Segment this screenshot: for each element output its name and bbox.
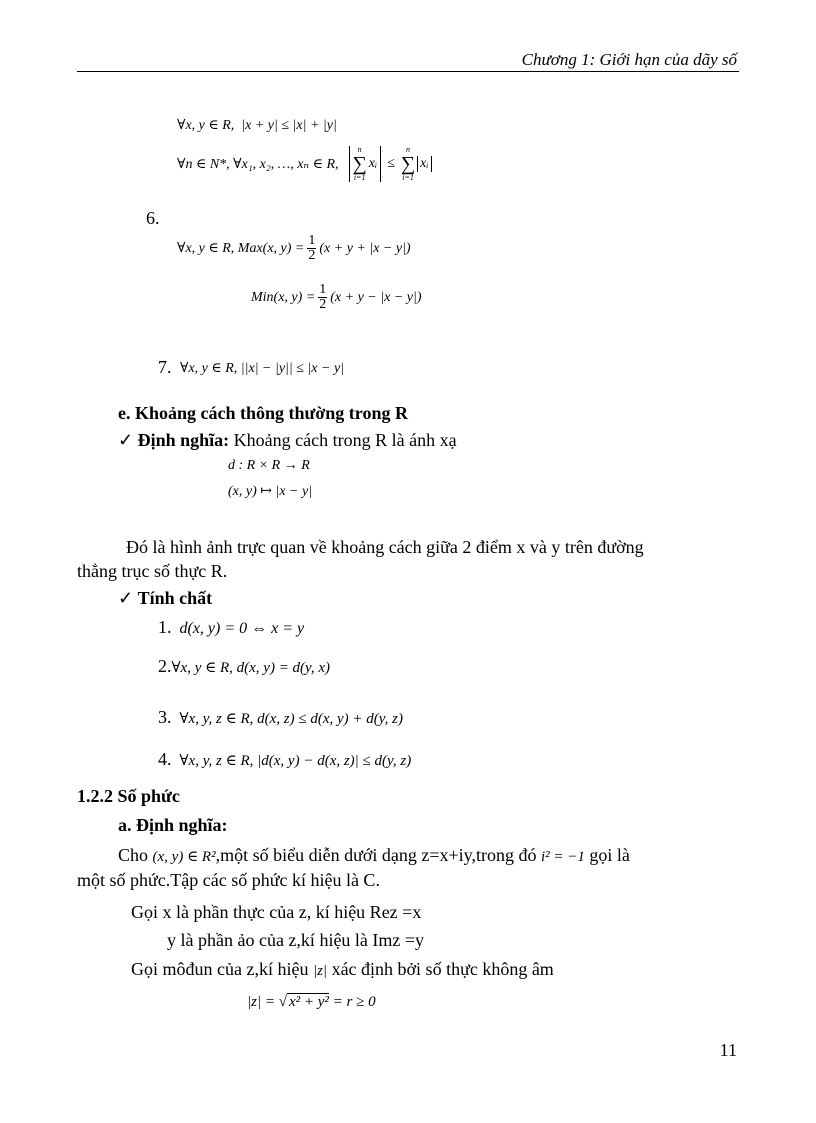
property-4: 4. ∀x, y, z ∈ R, |d(x, y) − d(x, z)| ≤ d(y, z) xyxy=(158,749,412,769)
header-rule xyxy=(77,71,739,72)
modulus-line: Gọi môđun của z,kí hiệu |z| xác định bởi số thực không âm xyxy=(131,959,554,979)
section-122-heading: 1.2.2 Số phức xyxy=(77,786,180,806)
subsection-a-heading: a. Định nghĩa: xyxy=(118,815,228,835)
formula-triangle-inequality xyxy=(177,117,337,134)
property-1: 1. d(x, y) = 0 ⇔ x = y xyxy=(158,617,305,637)
definition-line: ✓ Định nghĩa: Khoảng cách trong R là ánh xạ xyxy=(118,430,457,450)
check-icon: ✓ xyxy=(118,588,134,608)
section-e-heading: e. Khoảng cách thông thường trong R xyxy=(118,403,408,423)
formula-min: Min(x, y) = $\frac{1}{2}$ (x + y − |x − y|) xyxy=(251,282,422,312)
map-line-2: (x, y) ↦ |x − y| xyxy=(228,484,313,499)
modulus-formula: |z| = √ x² + y² = r ≥ 0 xyxy=(247,994,376,1010)
properties-heading: ✓ Tính chất xyxy=(118,588,213,608)
formula-sum-inequality: ∀n ∈ N*, ∀x₁, x₂, …, xₙ ∈ R, n ∑ i=1 xᵢ ≤ n ∑ i=1 xᵢ xyxy=(177,146,432,182)
map-line-1: d : R × R → R xyxy=(228,458,310,473)
property-3: 3. ∀x, y, z ∈ R, d(x, z) ≤ d(x, y) + d(y, z) xyxy=(158,707,403,727)
complex-def-line-1: Cho (x, y) ∈ R²,một số biểu diễn dưới dạng z=x+iy,trong đó i² = −1 gọi là xyxy=(118,845,630,865)
check-icon: ✓ xyxy=(118,430,134,450)
abs-sum: n ∑ i=1 xᵢ xyxy=(349,146,382,182)
real-part-line: Gọi x là phần thực của z, kí hiệu Rez =x xyxy=(131,902,422,922)
formula-quantifier: ∀n ∈ N*, ∀x₁, x₂, …, xₙ ∈ R, xyxy=(177,156,339,172)
item-7-number: 7. xyxy=(158,357,172,377)
fraction-half: $\frac{1}{2}$ xyxy=(308,233,316,263)
fraction-half: $\frac{1}{2}$ xyxy=(319,282,327,312)
complex-def-line-2: một số phức.Tập các số phức kí hiệu là C. xyxy=(77,870,380,890)
sum-symbol: n ∑ i=1 xyxy=(352,145,367,182)
imag-part-line: y là phần ảo của z,kí hiệu là Imz =y xyxy=(167,930,425,950)
item-6-number: 6. xyxy=(146,208,160,228)
page-number: 11 xyxy=(719,1040,737,1060)
sum-symbol: n ∑ i=1 xyxy=(400,145,416,182)
chapter-header: Chương 1: Giới hạn của dãy số xyxy=(521,50,737,69)
sqrt-icon: √ xyxy=(278,994,287,1010)
formula-quantifier: ∀x, y ∈ R, xyxy=(177,118,235,133)
property-2: 2.∀x, y ∈ R, d(x, y) = d(y, x) xyxy=(158,656,331,676)
formula-body: |x + y| ≤ |x| + |y| xyxy=(241,118,337,133)
paragraph-line-1: Đó là hình ảnh trực quan về khoảng cách giữa 2 điểm x và y trên đường xyxy=(126,537,644,557)
formula-reverse-triangle: ∀x, y ∈ R, ||x| − |y|| ≤ |x − y| xyxy=(180,361,345,376)
paragraph-line-2: thẳng trục số thực R. xyxy=(77,561,228,581)
formula-max: ∀x, y ∈ R, Max(x, y) = $\frac{1}{2}$ (x + y + |x − y|) xyxy=(177,233,411,263)
